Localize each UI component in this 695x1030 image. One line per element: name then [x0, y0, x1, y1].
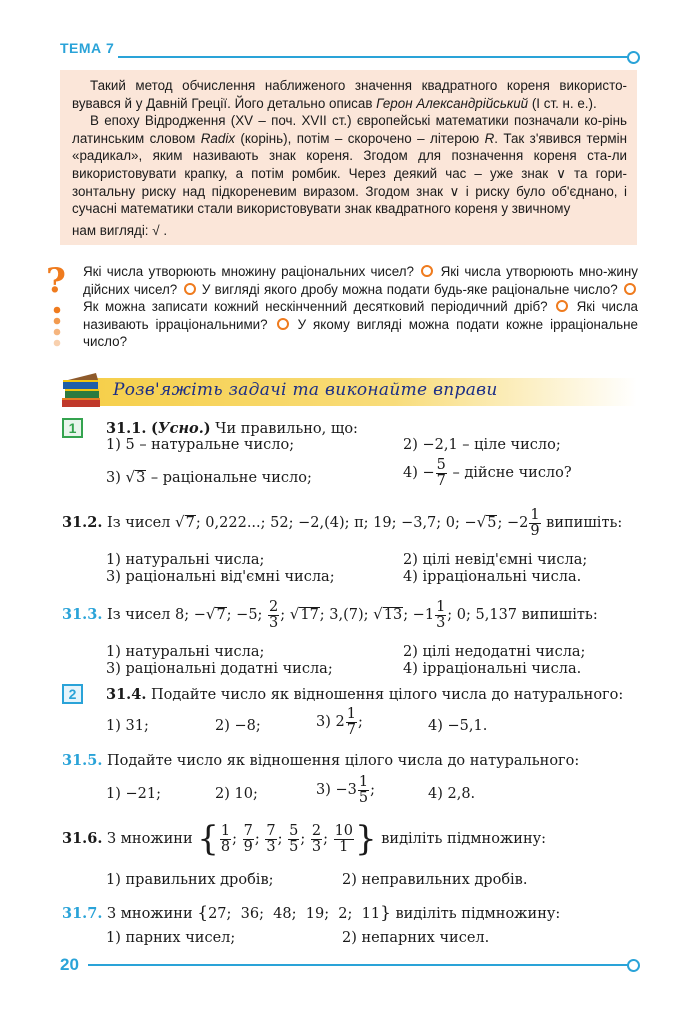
topic-label: ТЕМА 7: [60, 40, 115, 56]
exercise-31-5: 31.5. Подайте число як відношення цілого числа до натурального:: [62, 752, 580, 769]
question-3: У вигляді якого дробу можна подати будь-яке раціональне число?: [201, 281, 618, 297]
ex-31-1-item-4: 4) − $\frac{5}{7}$ – дійсне число?: [403, 457, 572, 489]
ex-31-2-item-3: 3) раціональні від'ємні числа;: [106, 569, 335, 585]
ex-31-3-item-2: 2) цілі недодатні числа;: [403, 644, 586, 660]
level-2-badge: 2: [62, 684, 83, 704]
footer-rule-end-icon: [627, 959, 640, 972]
ex-31-5-item-1: 1) −21;: [106, 786, 161, 802]
circle-bullet-icon: [184, 283, 196, 295]
exercise-31-6: 31.6. З множини { $\frac{1}{8}$ ; $\frac{7}{9}$ ; $\frac{7}{3}$ ; $\frac{5}{5}$ ; $\frac{2}{3}$ ; $\frac{10}{1}$ } виділіть підмножину:: [62, 819, 547, 859]
ex-31-7-item-2: 2) непарних чисел.: [342, 930, 490, 946]
question-5: Які числа називають ірраціональними?: [83, 299, 638, 332]
books-icon: [58, 370, 104, 412]
open-brace: {: [197, 819, 219, 859]
close-brace: }: [355, 819, 377, 859]
ex-31-4-item-4: 4) −5,1.: [428, 718, 488, 734]
banner-title: Розв'яжіть задачі та виконайте вправи: [113, 380, 498, 400]
page-number: 20: [60, 955, 79, 974]
ex-31-5-item-2: 2) 10;: [215, 786, 258, 802]
ex-31-3-item-4: 4) ірраціональні числа.: [403, 661, 582, 677]
header-rule-end-icon: [627, 51, 640, 64]
ex-31-3-item-1: 1) натуральні числа;: [106, 644, 265, 660]
review-questions: [83, 263, 638, 351]
footer-rule: [88, 964, 630, 966]
ex-31-5-item-3: 3) −3 $\frac{1}{5}$ ;: [316, 774, 375, 806]
ex-31-1-item-3: 3) √3 – раціональне число;: [106, 468, 312, 486]
question-6: У якому вигляді можна подати кожне ірраціональне число?: [83, 316, 638, 350]
ex-31-7-item-1: 1) парних чисел;: [106, 930, 236, 946]
exercise-31-1: 31.1. (Усно.) Чи правильно, що:: [106, 420, 358, 437]
question-2: Які числа утворюють мно-жину дійсних чисел?: [83, 264, 638, 297]
ex-31-2-item-2: 2) цілі невід'ємні числа;: [403, 552, 588, 568]
ex-31-6-item-1: 1) правильних дробів;: [106, 872, 274, 888]
svg-text:?: ?: [46, 262, 66, 301]
question-mark-icon: [44, 262, 72, 352]
exercise-31-2: 31.2. Із чисел √7; 0,222...; 52; −2,(4); π; 19; −3,7; 0; −√5; −2 $\frac{1}{9}$ випишіть:: [62, 507, 623, 539]
history-paragraph-3: нам вигляді: √ .: [72, 222, 168, 238]
ex-31-1-item-2: 2) −2,1 – ціле число;: [403, 437, 561, 453]
history-note: [60, 70, 637, 245]
level-1-badge: 1: [62, 418, 83, 438]
ex-31-2-item-1: 1) натуральні числа;: [106, 552, 265, 568]
history-paragraph-1: Такий метод обчислення наближеного значення квадратного кореня використо-вувався й у Давній Греції. Його детально описав Герон Александрійський (І ст. н. е.).: [72, 78, 627, 111]
ex-31-4-item-2: 2) −8;: [215, 718, 261, 734]
circle-bullet-icon: [421, 265, 433, 277]
ex-31-5-item-4: 4) 2,8.: [428, 786, 476, 802]
header-rule: [118, 56, 630, 58]
question-4: Як можна записати кожний нескінченний десятковий періодичний дріб?: [83, 299, 548, 315]
ex-31-4-item-3: 3) 2 $\frac{1}{7}$ ;: [316, 706, 363, 738]
ex-31-4-item-1: 1) 31;: [106, 718, 149, 734]
ex-31-1-item-1: 1) 5 – натуральне число;: [106, 437, 295, 453]
question-1: Які числа утворюють множину раціональних чисел?: [83, 264, 414, 279]
circle-bullet-icon: [556, 300, 568, 312]
exercise-31-3: 31.3. Із чисел 8; −√7; −5; $\frac{2}{3}$ ; √17; 3,(7); √13; −1 $\frac{1}{3}$ ; 0; 5,137 випишіть:: [62, 599, 598, 631]
ex-31-3-item-3: 3) раціональні додатні числа;: [106, 661, 333, 677]
ex-31-2-item-4: 4) ірраціональні числа.: [403, 569, 582, 585]
exercise-31-7: 31.7. З множини {27; 36; 48; 19; 2; 11} виділіть підмножину:: [62, 903, 561, 923]
exercise-31-4: 31.4. Подайте число як відношення цілого числа до натурального:: [106, 686, 624, 703]
ex-31-6-item-2: 2) неправильних дробів.: [342, 872, 528, 888]
circle-bullet-icon: [277, 318, 289, 330]
history-paragraph-2: В епоху Відродження (XV – поч. XVII ст.) європейські математики позначали ко-рінь латинським словом Radix (корінь), потім – скорочено – літерою R. Так з'явився термін «радикал», яким називають знак кореня. Згодом для позначення кореня ста-ли використовувати крапку, а потім ромбик. Через деякий час – уже знак ∨ та гори-зонтальну риску над підкореневим виразом. Згодом знак ∨ і риску було об'єднано, і сучасні математики стали використовувати знак квадратного кореня у звичному: [72, 113, 628, 217]
circle-bullet-icon: [624, 283, 636, 295]
